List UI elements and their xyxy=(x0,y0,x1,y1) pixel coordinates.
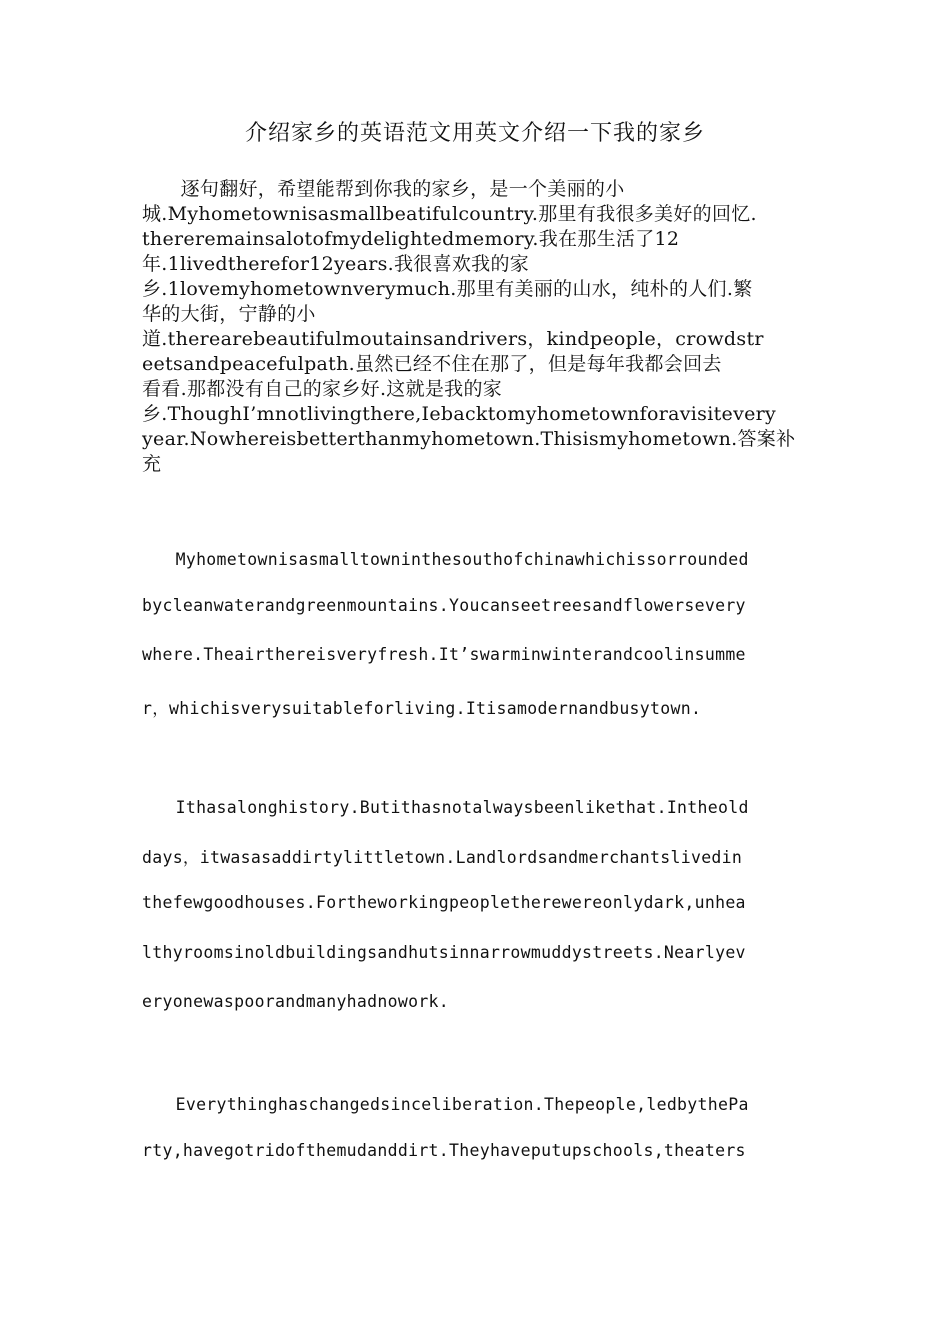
paragraph-line: rty,havegotridofthemudanddirt.Theyhaveputupschools,theaters xyxy=(142,1141,746,1160)
intro-line: year.Nowhereisbetterthanmyhometown.Thisismyhometown.答案补 xyxy=(142,428,796,450)
paragraph-line: bycleanwaterandgreenmountains.Youcanseetreesandflowersevery xyxy=(142,596,746,615)
intro-line: eetsandpeacefulpath.虽然已经不住在那了，但是每年我都会回去 xyxy=(142,353,722,375)
document-title: 介绍家乡的英语范文用英文介绍一下我的家乡 xyxy=(244,121,705,146)
intro-line: thereremainsalotofmydelightedmemory.我在那生活了12 xyxy=(142,228,680,250)
intro-line: 城.Myhometownisasmallbeatifulcountry.那里有我很多美好的回忆. xyxy=(142,203,757,225)
paragraph-line: lthyroomsinoldbuildingsandhutsinnarrowmuddystreets.Nearlyev xyxy=(142,943,746,962)
intro-line: 年.1livedtherefor12years.我很喜欢我的家 xyxy=(142,253,530,275)
paragraph-line: r，whichisverysuitableforliving.Itisamodernandbusytown. xyxy=(142,699,702,718)
intro-line: 道.therearebeautifulmoutainsandrivers，kindpeople，crowdstr xyxy=(142,328,764,350)
paragraph-line: Everythinghaschangedsinceliberation.Thepeople,ledbythePa xyxy=(142,1095,749,1114)
intro-line: 逐句翻好，希望能帮到你我的家乡，是一个美丽的小 xyxy=(142,178,625,200)
paragraph-line: Myhometownisasmalltowninthesouthofchinawhichissorrounded xyxy=(142,550,749,569)
intro-line: 乡.1lovemyhometownverymuch.那里有美丽的山水，纯朴的人们.繁 xyxy=(142,278,753,300)
paragraph-line: days，itwasasaddirtylittletown.Landlordsandmerchantslivedin xyxy=(142,848,743,867)
intro-line: 充 xyxy=(142,453,162,475)
paragraph-line: Ithasalonghistory.Butithasnotalwaysbeenlikethat.Intheold xyxy=(142,798,749,817)
paragraph-line: eryonewaspoorandmanyhadnowork. xyxy=(142,992,450,1011)
paragraph-line: thefewgoodhouses.Fortheworkingpeopletherewereonlydark,unhea xyxy=(142,893,746,912)
intro-line: 华的大街，宁静的小 xyxy=(142,303,316,325)
paragraph-line: where.Theairthereisveryfresh.It’swarminwinterandcoolinsumme xyxy=(142,645,746,664)
intro-line: 乡.ThoughI’mnotlivingthere,Iebacktomyhometownforavisitevery xyxy=(142,403,777,425)
intro-line: 看看.那都没有自己的家乡好.这就是我的家 xyxy=(142,378,503,400)
